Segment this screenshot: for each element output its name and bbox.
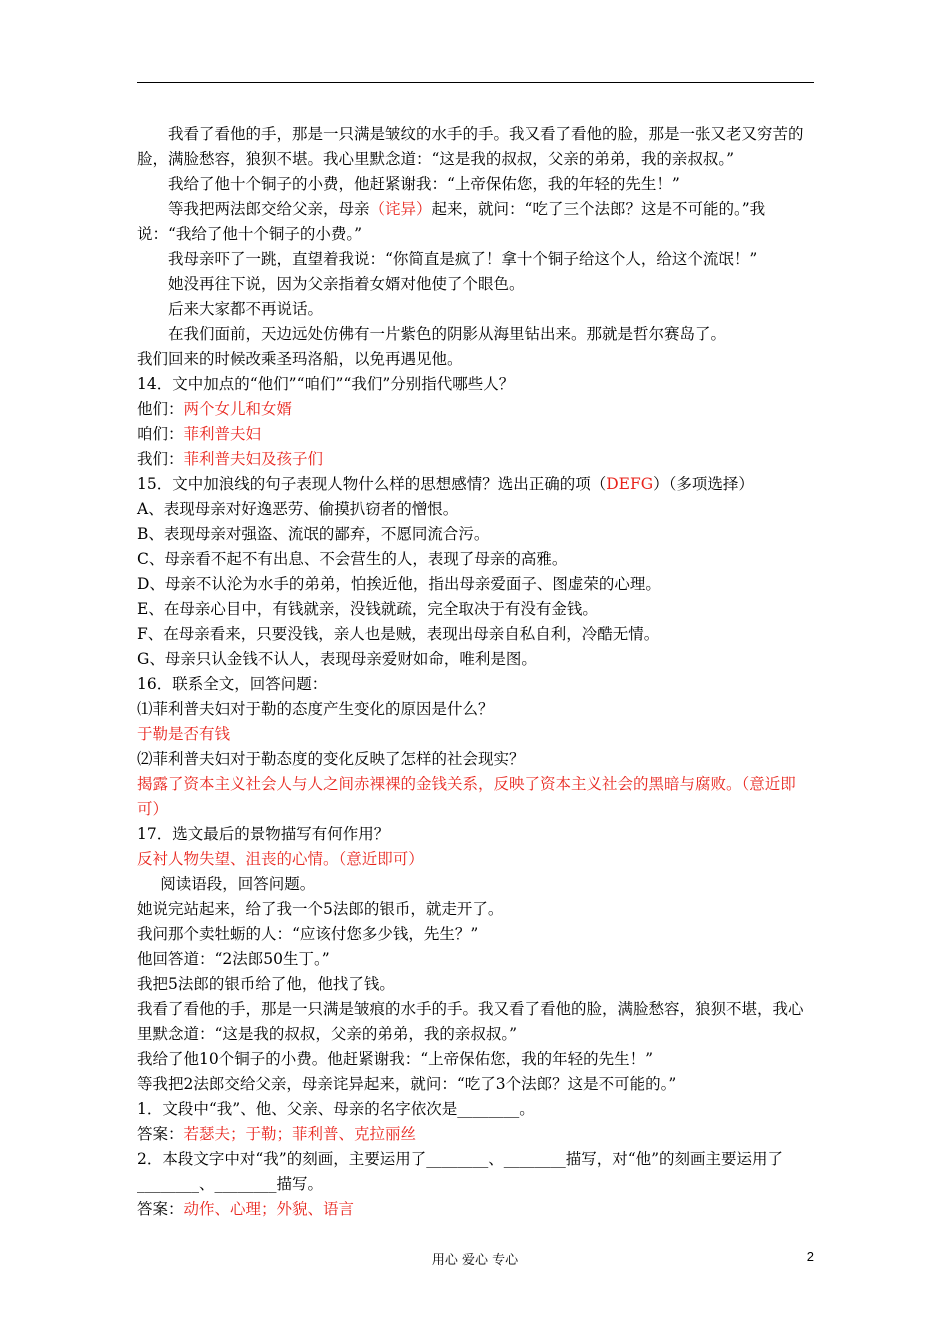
answer-row: [137, 447, 815, 472]
option-a: A、表现母亲对好逸恶劳、偷摸扒窃者的憎恨。: [137, 500, 459, 518]
answer-text: 菲利普夫妇及孩子们: [183, 450, 324, 468]
option-d: D、母亲不认沦为水手的弟弟，怕挨近他，指出母亲爱面子、图虚荣的心理。: [137, 575, 661, 593]
answer-row: [137, 1197, 815, 1222]
reading-question-1: 1．文段中“我”、他、父亲、母亲的名字依次是________。: [137, 1100, 535, 1118]
page-footer: [0, 1249, 950, 1269]
reading-line: 他回答道：“2法郎50生丁。”: [137, 950, 330, 968]
paragraph: 在我们面前，天边远处仿佛有一片紫色的阴影从海里钻出来。那就是哲尔赛岛了。: [168, 325, 727, 343]
question-text: ）（多项选择）: [653, 475, 754, 493]
option-c: C、母亲看不起不有出息、不会营生的人，表现了母亲的高雅。: [137, 550, 568, 568]
option-b: B、表现母亲对强盗、流氓的鄙弃，不愿同流合污。: [137, 525, 490, 543]
answer-text: 反衬人物失望、沮丧的心情。（意近即可）: [137, 850, 424, 868]
reading-line: 我看了看他的手，那是一只满是皱痕的水手的手。我又看了看他的脸，满脸愁容，狼狈不堪，我心里默念道：“这是我的叔叔，父亲的弟弟，我的亲叔叔。”: [137, 1000, 804, 1043]
reading-line: 她说完站起来，给了我一个5法郎的银币，就走开了。: [137, 900, 504, 918]
answer-text: 两个女儿和女婿: [183, 400, 293, 418]
answer-row: [137, 422, 815, 447]
sub-question-1: ⑴菲利普夫妇对于勒的态度产生变化的原因是什么？: [137, 700, 494, 718]
sub-question-2: ⑵菲利普夫妇对于勒态度的变化反映了怎样的社会现实？: [137, 750, 525, 768]
paragraph: 后来大家都不再说话。: [168, 300, 324, 318]
paragraph: [137, 197, 815, 247]
reading-line: 我把5法郎的银币给了他，他找了钱。: [137, 975, 395, 993]
reading-line: 等我把2法郎交给父亲，母亲诧异起来，就问：“吃了3个法郎？这是不可能的。”: [137, 1075, 677, 1093]
answer-text: 菲利普夫妇: [183, 425, 262, 443]
question-15: [137, 472, 815, 497]
paragraph: 她没再往下说，因为父亲指着女婿对他使了个眼色。: [168, 275, 525, 293]
paragraph: 我给了他十个铜子的小费，他赶紧谢我：“上帝保佑您，我的年轻的先生！”: [168, 175, 680, 193]
answer-label: 答案：: [137, 1200, 184, 1218]
paragraph: 我母亲吓了一跳，直望着我说：“你简直是疯了！拿十个铜子给这个人，给这个流氓！”: [168, 250, 758, 268]
text: 起来，就问：“吃了三个法郎？这是不可能的。”我说：“我给了他十个铜子的小费。”: [137, 200, 766, 243]
answer-text: 动作、心理；外貌、语言: [183, 1200, 355, 1218]
answer-row: [137, 1122, 815, 1147]
answer-text: 于勒是否有钱: [137, 725, 231, 743]
question-text: 15．文中加浪线的句子表现人物什么样的思想感情？选出正确的项（: [137, 475, 607, 493]
document-body: [137, 122, 815, 1222]
answer-label: 他们：: [137, 400, 184, 418]
header-rule: [137, 82, 814, 83]
reading-question-2: 2．本段文字中对“我”的刻画，主要运用了________、________描写，对“他”的刻画主要运用了________、________描写。: [137, 1150, 784, 1193]
reading-intro: 阅读语段，回答问题。: [160, 875, 316, 893]
question-17: 17．选文最后的景物描写有何作用？: [137, 825, 390, 843]
answer-text: DEFG: [606, 475, 654, 493]
reading-line: 我给了他10个铜子的小费。他赶紧谢我：“上帝保佑您，我的年轻的先生！”: [137, 1050, 654, 1068]
paragraph: 我看了看他的手，那是一只满是皱纹的水手的手。我又看了看他的脸，那是一张又老又穷苦的脸，满脸愁容，狼狈不堪。我心里默念道：“这是我的叔叔，父亲的弟弟，我的亲叔叔。”: [137, 125, 804, 168]
answer-fill: （诧异）: [369, 200, 432, 218]
answer-label: 我们：: [137, 450, 184, 468]
text: 等我把两法郎交给父亲，母亲: [168, 200, 370, 218]
answer-row: [137, 397, 815, 422]
answer-text: 揭露了资本主义社会人与人之间赤裸裸的金钱关系，反映了资本主义社会的黑暗与腐败。（意近即可）: [137, 775, 796, 818]
paragraph: 我们回来的时候改乘圣玛洛船，以免再遇见他。: [137, 350, 463, 368]
question-16: 16．联系全文，回答问题：: [137, 675, 328, 693]
footer-motto: 用心 爱心 专心: [431, 1253, 519, 1268]
page-number: 2: [806, 1249, 814, 1264]
option-e: E、在母亲心目中，有钱就亲，没钱就疏，完全取决于有没有金钱。: [137, 600, 598, 618]
option-f: F、在母亲看来，只要没钱，亲人也是贼，表现出母亲自私自利，冷酷无情。: [137, 625, 660, 643]
reading-line: 我问那个卖牡蛎的人：“应该付您多少钱，先生？”: [137, 925, 479, 943]
option-g: G、母亲只认金钱不认人，表现母亲爱财如命，唯利是图。: [137, 650, 537, 668]
answer-text: 若瑟夫；于勒；菲利普、克拉丽丝: [183, 1125, 417, 1143]
answer-label: 咱们：: [137, 425, 184, 443]
question-14: 14．文中加点的“他们”“咱们”“我们”分别指代哪些人？: [137, 375, 515, 393]
answer-label: 答案：: [137, 1125, 184, 1143]
